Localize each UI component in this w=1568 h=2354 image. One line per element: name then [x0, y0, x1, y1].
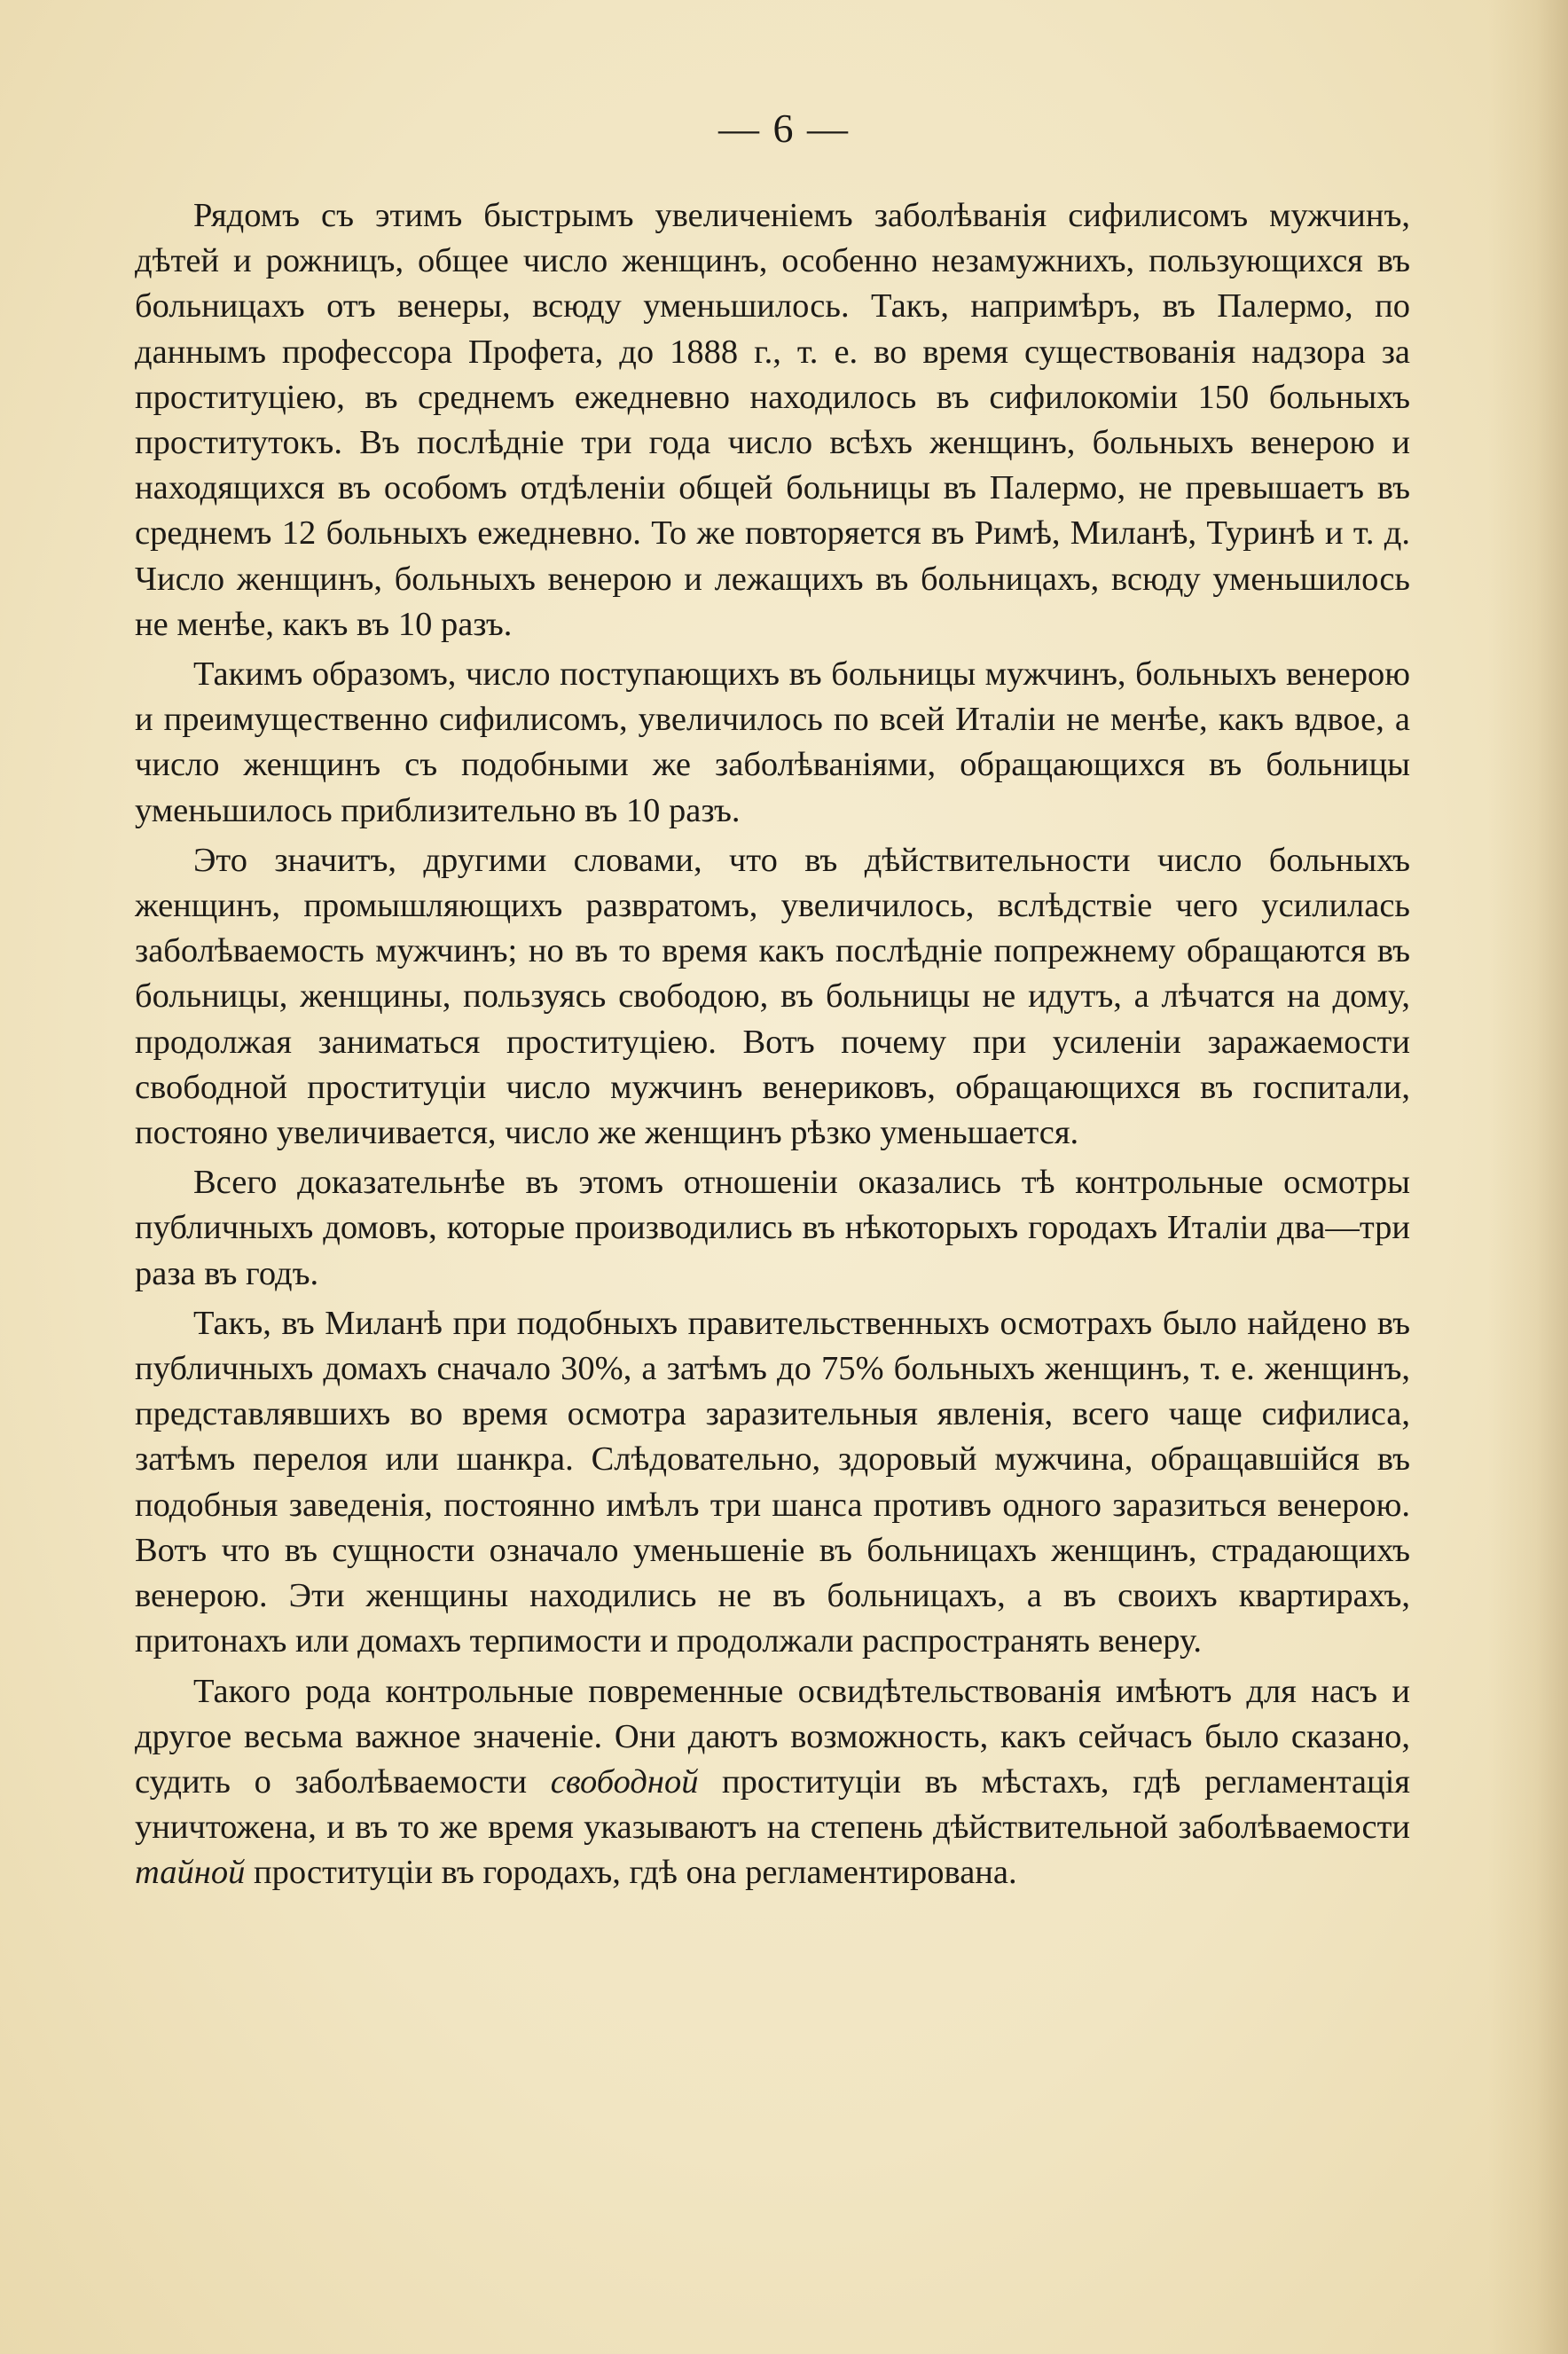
page-spine-shadow	[1488, 0, 1568, 2354]
page-number: — 6 —	[718, 106, 850, 151]
italic-term: тайной	[135, 1854, 246, 1892]
paragraph-3	[135, 838, 1410, 1156]
body-text	[135, 193, 1410, 1901]
paragraph-5	[135, 1301, 1410, 1665]
paragraph-text: проституцiи въ городахъ, гдѣ она регламентирована.	[245, 1854, 1017, 1892]
italic-term: свободной	[550, 1762, 699, 1801]
paragraph-text: проституцiи въ мѣстахъ, гдѣ регламентацiя уничтожена, и въ то же время указываютъ на степень дѣйствительной заболѣваемости	[135, 1762, 1410, 1847]
paragraph-6	[135, 1669, 1410, 1896]
paragraph-text: Это значитъ, другими словами, что въ дѣйствительности число больныхъ женщинъ, промышляющихъ развратомъ, увеличилось, вслѣдствiе чего усилилась заболѣваемость мужчинъ; но въ то время какъ послѣднiе попрежнему обращаются въ больницы, женщины, пользуясь свободою, въ больницы не идутъ, а лѣчатся на дому, продолжая заниматься проституцiею. Вотъ почему при усиленiи заражаемости свободной проституцiи число мужчинъ венериковъ, обращающихся въ госпитали, постояно увеличивается, число же женщинъ рѣзко уменьшается.	[135, 841, 1410, 1152]
paragraph-text: Такимъ образомъ, число поступающихъ въ больницы мужчинъ, больныхъ венерою и преимущественно сифилисомъ, увеличилось по всей Италiи не менѣе, какъ вдвое, а число женщинъ съ подобными же заболѣванiями, обращающихся въ больницы уменьшилось приблизительно въ 10 разъ.	[135, 655, 1410, 829]
paragraph-text: Такого рода контрольные повременные освидѣтельствованiя имѣютъ для насъ и другое весьма важное значенiе. Они даютъ возможность, какъ сейчасъ было сказано, судить о заболѣваемости	[135, 1672, 1410, 1801]
paragraph-4	[135, 1160, 1410, 1297]
paragraph-text: Рядомъ съ этимъ быстрымъ увеличенiемъ заболѣванiя сифилисомъ мужчинъ, дѣтей и рожницъ, общее число женщинъ, особенно незамужнихъ, пользующихся въ больницахъ отъ венеры, всюду уменьшилось. Такъ, напримѣръ, въ Палермо, по даннымъ профессора Профета, до 1888 г., т. е. во время существованiя надзора за проституцiею, въ среднемъ ежедневно находилось въ сифилокомiи 150 больныхъ проститутокъ. Въ послѣднiе три года число всѣхъ женщинъ, больныхъ венерою и находящихся въ особомъ отдѣленiи общей больницы въ Палермо, не превышаетъ въ среднемъ 12 больныхъ ежедневно. То же повторяется въ Римѣ, Миланѣ, Туринѣ и т. д. Число женщинъ, больныхъ венерою и лежащихъ въ больницахъ, всюду уменьшилось не менѣе, какъ въ 10 разъ.	[135, 197, 1410, 643]
paragraph-text: Всего доказательнѣе въ этомъ отношенiи оказались тѣ контрольные осмотры публичныхъ домовъ, которые производились въ нѣкоторыхъ городахъ Италiи два—три раза въ годъ.	[135, 1164, 1410, 1292]
paragraph-2	[135, 652, 1410, 834]
paragraph-text: Такъ, въ Миланѣ при подобныхъ правительственныхъ осмотрахъ было найдено въ публичныхъ домахъ сначало 30%, а затѣмъ до 75% больныхъ женщинъ, т. е. женщинъ, представлявшихъ во время осмотра заразительныя явленiя, всего чаще сифилиса, затѣмъ перелоя или шанкра. Слѣдовательно, здоровый мужчина, обращавшiйся въ подобныя заведенiя, постоянно имѣлъ три шанса противъ одного заразиться венерою. Вотъ что въ сущности означало уменьшенiе въ больницахъ женщинъ, страдающихъ венерою. Эти женщины находились не въ больницахъ, а въ своихъ квартирахъ, притонахъ или домахъ терпимости и продолжали распространять венеру.	[135, 1304, 1410, 1660]
paragraph-1	[135, 193, 1410, 647]
